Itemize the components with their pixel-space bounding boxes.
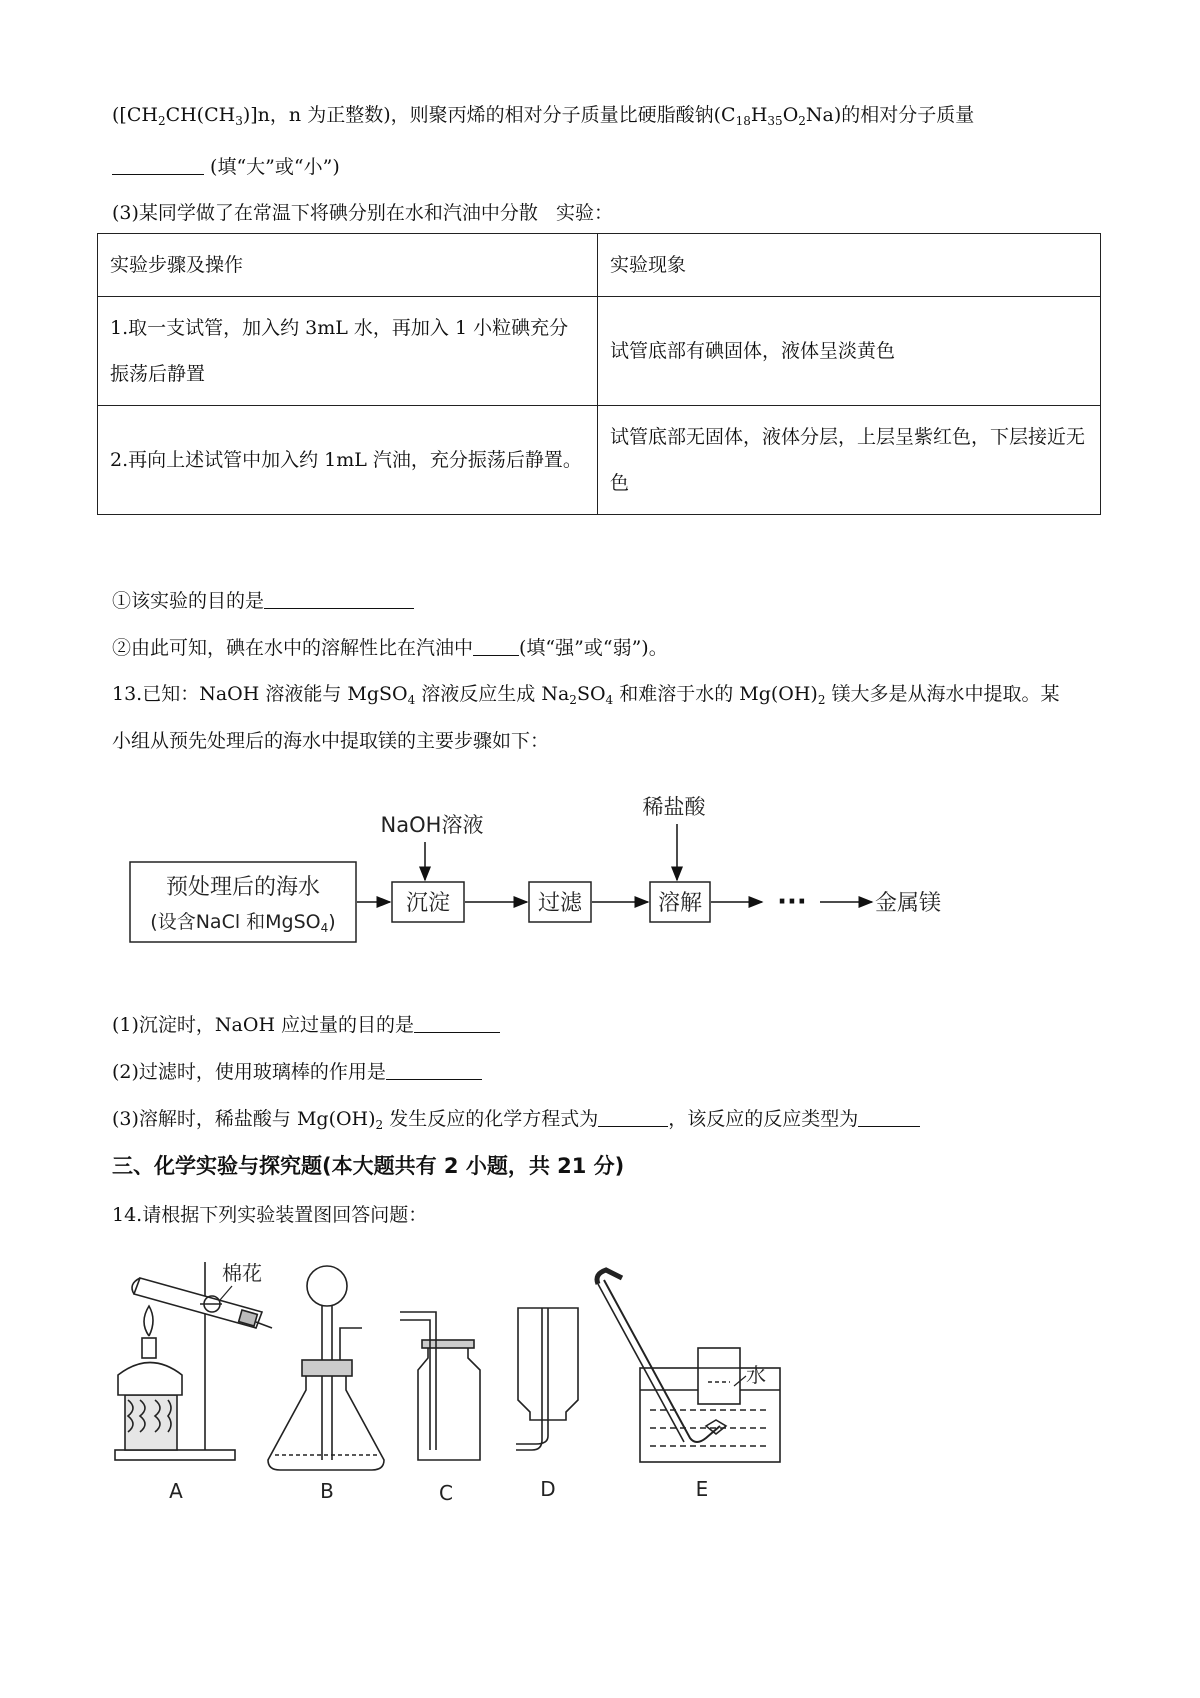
q13-part3 bbox=[112, 1104, 920, 1131]
flow-box-precipitate-label: 沉淀 bbox=[405, 891, 451, 916]
q13-sub: 4 bbox=[407, 693, 416, 707]
table-header-cell: 实验现象 bbox=[598, 234, 1101, 297]
apparatus-d-label: D bbox=[540, 1477, 556, 1501]
q12-sub2 bbox=[112, 633, 668, 660]
apparatus-e-label: E bbox=[695, 1477, 709, 1501]
q13-line2: 小组从预先处理后的海水中提取镁的主要步骤如下： bbox=[112, 730, 550, 752]
q13-part2 bbox=[112, 1057, 482, 1084]
q13-text: 13.已知：NaOH 溶液能与 MgSO bbox=[112, 683, 408, 705]
q13-sub: 4 bbox=[605, 693, 614, 707]
q13-text: 和难溶于水的 Mg(OH) bbox=[613, 683, 818, 705]
section-heading: 三、化学实验与探究题(本大题共有 2 小题，共 21 分) bbox=[112, 1154, 625, 1178]
table-cell: 试管底部有碘固体，液体呈淡黄色 bbox=[598, 297, 1101, 406]
apparatus-c bbox=[400, 1312, 480, 1460]
q13-text: 镁大多是从海水中提取。某 bbox=[825, 683, 1060, 705]
q12-line2-text: (填“大”或“小”) bbox=[210, 156, 340, 178]
q13-part3-text: (3)溶解时，稀盐酸与 Mg(OH) bbox=[112, 1108, 376, 1130]
flow-box-seawater-sub: 4 bbox=[320, 921, 329, 935]
q13-part2-text: (2)过滤时，使用玻璃棒的作用是 bbox=[112, 1061, 386, 1083]
q12-line1-text: O bbox=[782, 104, 799, 126]
table-cell: 1.取一支试管，加入约 3mL 水，再加入 1 小粒碘充分振荡后静置 bbox=[98, 297, 598, 406]
apparatus-figure bbox=[0, 1250, 820, 1510]
flow-final-label: 金属镁 bbox=[874, 891, 942, 916]
table-row bbox=[98, 406, 1101, 515]
apparatus-a bbox=[115, 1262, 272, 1460]
flow-box-seawater-line1: 预处理后的海水 bbox=[165, 875, 321, 900]
q13-line1 bbox=[112, 679, 1060, 706]
q12-sub2-text: ②由此可知，碘在水中的溶解性比在汽油中 bbox=[112, 637, 474, 659]
q12-sub: 2 bbox=[798, 114, 806, 128]
q12-line1 bbox=[112, 100, 974, 127]
q12-sub: 18 bbox=[735, 114, 751, 128]
answer-blank[interactable] bbox=[112, 156, 204, 175]
apparatus-c-label: C bbox=[439, 1481, 453, 1505]
q12-line2 bbox=[112, 152, 340, 179]
q13-part1 bbox=[112, 1010, 500, 1037]
q12-sub: 3 bbox=[235, 114, 243, 128]
table-cell: 2.再向上述试管中加入约 1mL 汽油，充分振荡后静置。 bbox=[98, 406, 598, 515]
q12-sub2-text: (填“强”或“弱”)。 bbox=[519, 637, 668, 659]
table-header-cell: 实验步骤及操作 bbox=[98, 234, 598, 297]
table-header-row bbox=[98, 234, 1101, 297]
q12-part3-intro: (3)某同学做了在常温下将碘分别在水和汽油中分散 实验： bbox=[112, 202, 614, 224]
answer-blank[interactable] bbox=[858, 1108, 920, 1127]
flow-diagram bbox=[0, 780, 1200, 960]
q12-sub: 35 bbox=[767, 114, 783, 128]
q12-sub1 bbox=[112, 586, 414, 613]
answer-blank[interactable] bbox=[386, 1061, 482, 1080]
q13-part3-text: 发生反应的化学方程式为 bbox=[383, 1108, 599, 1130]
apparatus-a-label: A bbox=[169, 1479, 183, 1503]
q13-sub: 2 bbox=[375, 1118, 384, 1132]
q13-sub: 2 bbox=[569, 693, 577, 707]
q13-text: SO bbox=[576, 683, 606, 705]
flow-box-seawater-close: ) bbox=[328, 911, 336, 933]
flow-box-seawater-text: (设含NaCl 和MgSO bbox=[150, 911, 321, 933]
q13-part1-text: (1)沉淀时，NaOH 应过量的目的是 bbox=[112, 1014, 415, 1036]
q13-text: 溶液反应生成 Na bbox=[415, 683, 570, 705]
q12-line1-text: )]n，n 为正整数)，则聚丙烯的相对分子质量比硬脂酸钠(C bbox=[242, 104, 736, 126]
q12-sub: 2 bbox=[157, 114, 166, 128]
q14-prompt: 14.请根据下列实验装置图回答问题： bbox=[112, 1204, 428, 1226]
flow-box-dissolve-label: 溶解 bbox=[657, 891, 703, 916]
flow-ellipsis: ··· bbox=[777, 887, 807, 917]
q13-sub: 2 bbox=[817, 693, 826, 707]
answer-blank[interactable] bbox=[414, 1014, 500, 1033]
flow-naoh-label: NaOH溶液 bbox=[380, 813, 484, 837]
cotton-label: 棉花 bbox=[222, 1261, 262, 1285]
q13-part3-text: ，该反应的反应类型为 bbox=[668, 1108, 859, 1130]
apparatus-d bbox=[516, 1308, 578, 1450]
answer-blank[interactable] bbox=[598, 1108, 668, 1127]
flow-hcl-label: 稀盐酸 bbox=[642, 795, 706, 819]
experiment-table bbox=[97, 233, 1101, 515]
table-cell: 试管底部无固体，液体分层，上层呈紫红色，下层接近无色 bbox=[598, 406, 1101, 515]
flow-box-seawater-line2 bbox=[150, 911, 335, 935]
q12-line1-text: ([CH bbox=[112, 104, 158, 126]
q12-line1-text: CH(CH bbox=[165, 104, 236, 126]
apparatus-b-label: B bbox=[320, 1479, 334, 1503]
water-label: 水 bbox=[746, 1363, 766, 1387]
q12-line1-text: Na)的相对分子质量 bbox=[805, 104, 975, 126]
cotton-pointer bbox=[220, 1286, 232, 1300]
flow-box-filter-label: 过滤 bbox=[537, 891, 583, 916]
q12-line1-text: H bbox=[750, 104, 768, 126]
table-row bbox=[98, 297, 1101, 406]
answer-blank[interactable] bbox=[264, 590, 414, 609]
answer-blank[interactable] bbox=[473, 637, 519, 656]
q12-sub1-text: ①该实验的目的是 bbox=[112, 590, 265, 612]
apparatus-b bbox=[268, 1266, 384, 1470]
